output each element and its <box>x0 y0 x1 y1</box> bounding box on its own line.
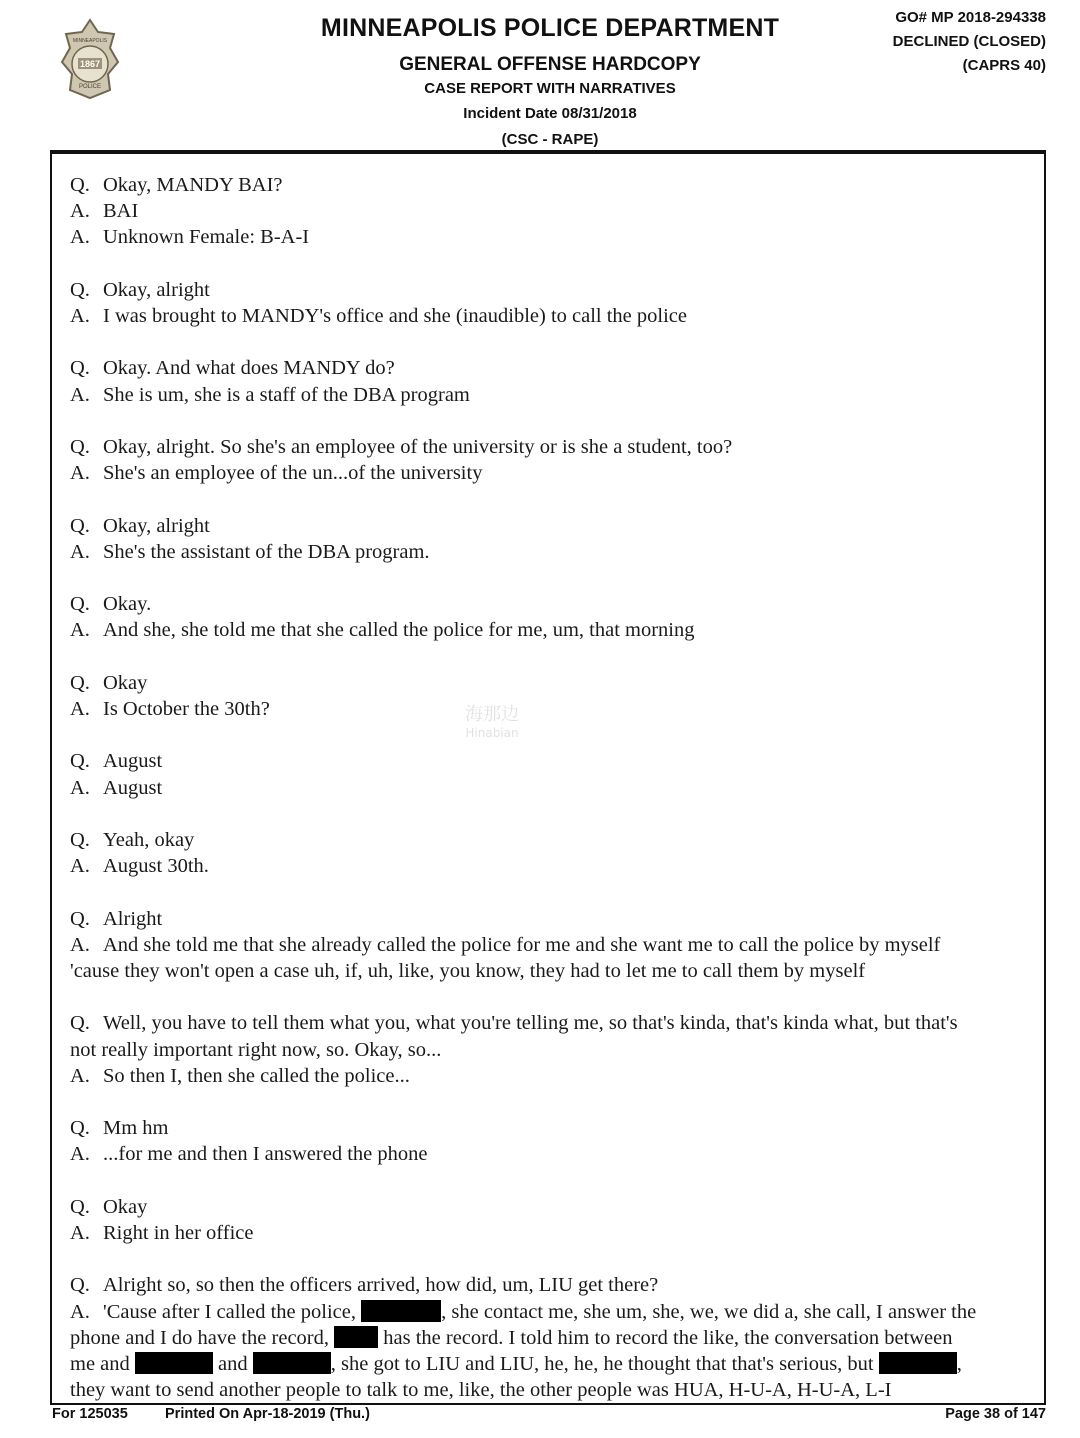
transcript-line <box>70 1299 1030 1325</box>
badge-bottom-text: POLICE <box>78 84 102 90</box>
qa-block <box>70 670 1030 722</box>
transcript-line <box>70 1220 1030 1246</box>
transcript-line <box>70 827 1030 853</box>
line-text: Okay. And what does MANDY do? <box>103 357 395 380</box>
line-text: not really important right now, so. Okay, so... <box>70 1038 442 1061</box>
report-subtitle: CASE REPORT WITH NARRATIVES <box>424 80 676 97</box>
line-text: Mm hm <box>103 1117 169 1140</box>
line-text: I was brought to MANDY's office and she (inaudible) to call the police <box>103 305 687 327</box>
transcript-line <box>70 224 1030 250</box>
line-text: She's an employee of the un...of the university <box>103 462 483 485</box>
line-text: And she, she told me that she called the police for me, um, that morning <box>103 619 695 642</box>
watermark-line-2: Hinabian <box>465 726 519 740</box>
transcript-line <box>70 1325 1030 1351</box>
transcript-line <box>70 696 1030 722</box>
line-prefix: A. <box>70 540 90 563</box>
transcript-line <box>70 382 1030 408</box>
line-prefix: Q. <box>70 907 90 930</box>
transcript-line <box>70 1272 1030 1298</box>
line-text: Okay <box>103 671 148 694</box>
redaction-bar <box>879 1352 957 1374</box>
redaction-bar <box>361 1300 441 1322</box>
line-prefix: A. <box>70 776 90 799</box>
line-text: 'cause they won't open a case uh, if, uh, like, you know, they had to let me to call them by myself <box>70 959 866 982</box>
watermark-line-1: 海那边 <box>465 704 519 725</box>
line-text <box>103 1299 1030 1325</box>
line-prefix: A. <box>70 1221 90 1244</box>
transcript-line <box>70 539 1030 565</box>
line-text: Okay, alright <box>103 514 210 537</box>
transcript-line <box>70 1194 1030 1220</box>
transcript-line <box>70 775 1030 801</box>
qa-block <box>70 591 1030 643</box>
line-prefix: Q. <box>70 1195 90 1218</box>
case-status: DECLINED (CLOSED) <box>892 33 1046 50</box>
redaction-bar <box>253 1352 331 1374</box>
transcript-line <box>70 460 1030 486</box>
line-text: And she told me that she already called the police for me and she want me to call the police by myself <box>103 933 941 956</box>
line-text <box>70 1325 1030 1351</box>
line-prefix: Q. <box>70 671 90 694</box>
line-prefix: Q. <box>70 828 90 851</box>
line-text: Okay, alright. So she's an employee of the university or is she a student, too? <box>103 435 733 458</box>
answer-fragment: , <box>956 1352 962 1375</box>
line-prefix: A. <box>70 200 90 223</box>
transcript-line <box>70 355 1030 381</box>
line-text: She is um, she is a staff of the DBA program <box>103 383 470 406</box>
qa-block <box>70 1194 1030 1246</box>
transcript-line <box>70 853 1030 879</box>
transcript-line <box>70 1037 1030 1063</box>
line-text: Alright so, so then the officers arrived, how did, um, LIU get there? <box>103 1274 659 1297</box>
transcript-line <box>70 591 1030 617</box>
line-text: Okay, MANDY BAI? <box>103 174 283 196</box>
redaction-bar <box>135 1352 213 1374</box>
footer-page-number: Page 38 of 147 <box>945 1406 1046 1422</box>
transcript-line <box>70 434 1030 460</box>
line-text: Unknown Female: B-A-I <box>103 226 310 249</box>
footer-printed-on: Printed On Apr-18-2019 (Thu.) <box>165 1406 370 1422</box>
line-prefix: A. <box>70 383 90 406</box>
incident-date: Incident Date 08/31/2018 <box>463 105 637 122</box>
line-text: So then I, then she called the police... <box>103 1064 410 1087</box>
line-text: August 30th. <box>103 855 209 878</box>
line-prefix: A. <box>70 697 90 720</box>
line-prefix: Q. <box>70 278 90 301</box>
transcript-line <box>70 1010 1030 1036</box>
qa-block <box>70 827 1030 879</box>
line-text: Is October the 30th? <box>103 697 270 720</box>
answer-fragment: has the record. I told him to record the like, the conversation between <box>383 1326 953 1349</box>
transcript-line <box>70 748 1030 774</box>
transcript-line <box>70 958 1030 984</box>
police-badge-logo <box>58 18 122 100</box>
qa-block-final <box>70 1272 1030 1403</box>
line-text: She's the assistant of the DBA program. <box>103 540 430 563</box>
line-text <box>70 1351 1030 1377</box>
answer-fragment: , she got to LIU and LIU, he, he, he thought that that's serious, but <box>330 1352 874 1375</box>
badge-top-text: MINNEAPOLIS <box>72 38 108 44</box>
transcript-line <box>70 617 1030 643</box>
line-prefix: Q. <box>70 514 90 537</box>
transcript-line <box>70 932 1030 958</box>
line-text: August <box>103 776 163 799</box>
line-text: Alright <box>103 907 163 930</box>
line-prefix: Q. <box>70 1012 90 1035</box>
answer-fragment: and <box>218 1352 248 1375</box>
line-prefix: A. <box>70 226 90 249</box>
transcript-line <box>70 513 1030 539</box>
qa-block <box>70 1115 1030 1167</box>
transcript-line <box>70 1115 1030 1141</box>
qa-block <box>70 277 1030 329</box>
transcript-line <box>70 670 1030 696</box>
caprs-code: (CAPRS 40) <box>962 57 1046 74</box>
footer-for-id: For 125035 <box>52 1406 128 1422</box>
line-prefix: Q. <box>70 435 90 458</box>
line-prefix: Q. <box>70 1274 90 1297</box>
transcript-line <box>70 303 1030 329</box>
answer-fragment: phone and I do have the record, <box>70 1326 329 1349</box>
line-text: they want to send another people to talk to me, like, the other people was HUA, H-U-A, H-U-A, L-I <box>70 1379 892 1402</box>
line-prefix: A. <box>70 305 90 327</box>
offense-classification: (CSC - RAPE) <box>501 131 599 148</box>
transcript-line <box>70 277 1030 303</box>
transcript-line <box>70 1351 1030 1377</box>
line-prefix: Q. <box>70 357 90 380</box>
line-text: BAI <box>103 200 139 223</box>
line-prefix: A. <box>70 619 90 642</box>
line-text: Right in her office <box>103 1221 254 1244</box>
line-prefix: A. <box>70 855 90 878</box>
report-type: GENERAL OFFENSE HARDCOPY <box>399 54 701 75</box>
department-title: MINNEAPOLIS POLICE DEPARTMENT <box>320 14 780 42</box>
line-prefix: Q. <box>70 750 90 773</box>
answer-fragment: , she contact me, she um, she, we, we did a, she call, I answer the <box>441 1300 977 1323</box>
answer-fragment: 'Cause after I called the police, <box>103 1300 356 1323</box>
transcript-line <box>70 172 1030 198</box>
transcript-line <box>70 198 1030 224</box>
line-prefix: A. <box>70 462 90 485</box>
transcript-body <box>70 172 1030 1430</box>
line-prefix: Q. <box>70 174 90 196</box>
qa-block <box>70 172 1030 251</box>
answer-fragment: me and <box>70 1352 130 1375</box>
line-text: Okay, alright <box>103 278 210 301</box>
transcript-line <box>70 1141 1030 1167</box>
line-text: Yeah, okay <box>103 828 195 851</box>
go-number: GO# MP 2018-294338 <box>895 9 1046 26</box>
transcript-line <box>70 1063 1030 1089</box>
redaction-bar <box>334 1326 378 1348</box>
badge-year: 1867 <box>79 59 101 69</box>
line-text: Well, you have to tell them what you, what you're telling me, so that's kinda, that's kinda what, but that's <box>103 1012 958 1035</box>
line-text: ...for me and then I answered the phone <box>103 1143 428 1166</box>
line-text: August <box>103 750 163 773</box>
qa-block <box>70 513 1030 565</box>
qa-block <box>70 748 1030 800</box>
line-prefix: Q. <box>70 593 90 616</box>
qa-block <box>70 434 1030 486</box>
qa-block <box>70 1010 1030 1089</box>
line-text: Okay. <box>103 593 152 616</box>
line-prefix: A. <box>70 933 90 956</box>
line-prefix: A. <box>70 1143 90 1166</box>
transcript-line <box>70 906 1030 932</box>
line-text: Okay <box>103 1195 148 1218</box>
line-prefix: A. <box>70 1064 90 1087</box>
transcript-line <box>70 1377 1030 1403</box>
qa-block <box>70 906 1030 985</box>
line-prefix: A. <box>70 1300 90 1323</box>
line-prefix: Q. <box>70 1117 90 1140</box>
qa-block <box>70 355 1030 407</box>
